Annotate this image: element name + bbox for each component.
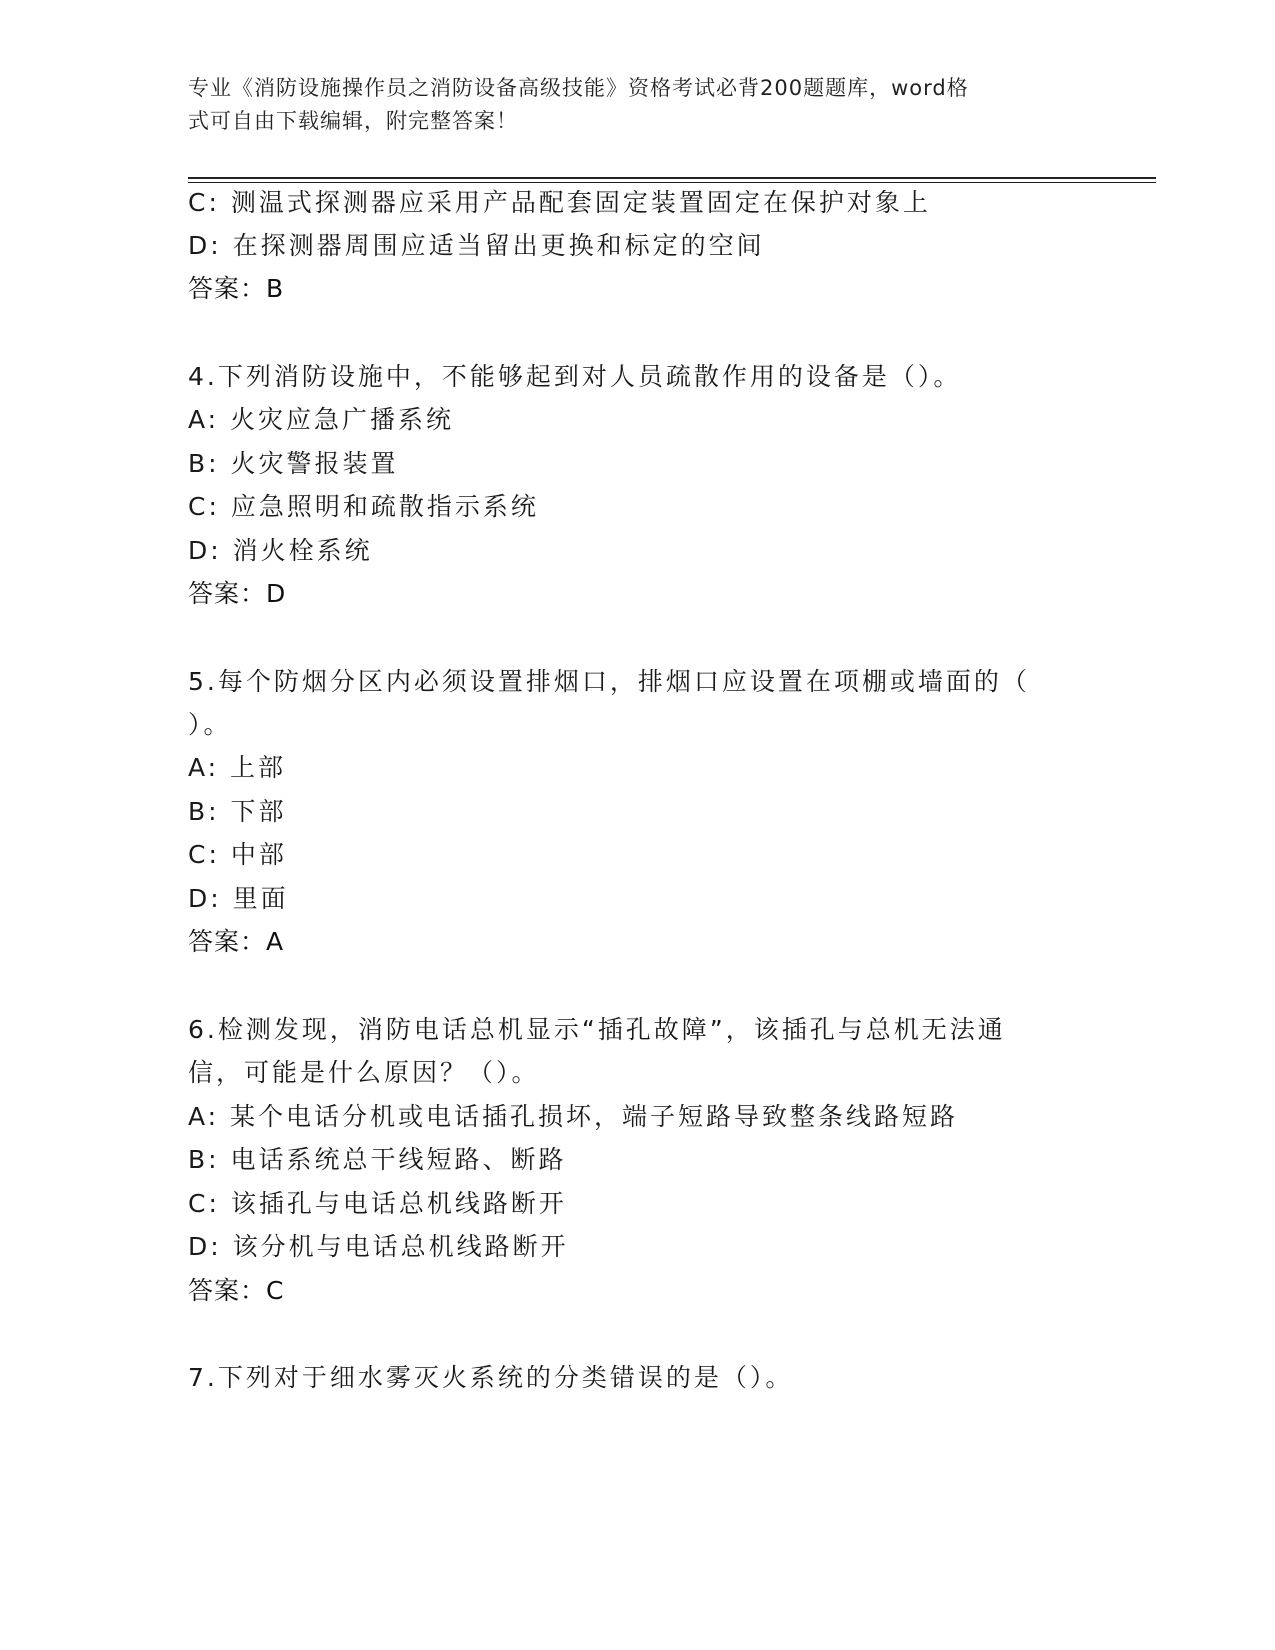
q6-stem-line-2: 信，可能是什么原因？（）。 bbox=[188, 1058, 540, 1087]
header-line-2: 式可自由下载编辑，附完整答案！ bbox=[188, 109, 518, 133]
q4-answer: 答案：D bbox=[188, 579, 287, 608]
document-header bbox=[188, 72, 1068, 138]
q5-option-d: D: 里面 bbox=[188, 884, 289, 913]
q5-stem-line-1: 5.每个防烟分区内必须设置排烟口，排烟口应设置在项棚或墙面的（ bbox=[188, 667, 1030, 696]
header-divider-thin bbox=[188, 182, 1156, 183]
q4-option-a: A: 火灾应急广播系统 bbox=[188, 405, 455, 434]
q5-option-a: A: 上部 bbox=[188, 753, 287, 782]
q5-option-c: C: 中部 bbox=[188, 840, 287, 869]
header-line-1: 专业《消防设施操作员之消防设备高级技能》资格考试必背200题题库，word格 bbox=[188, 76, 969, 100]
q6-stem-line-1: 6.检测发现，消防电话总机显示“插孔故障”，该插孔与总机无法通 bbox=[188, 1015, 1006, 1044]
q6-option-a: A: 某个电话分机或电话插孔损坏，端子短路导致整条线路短路 bbox=[188, 1102, 959, 1131]
q7-stem: 7.下列对于细水雾灭火系统的分类错误的是（）。 bbox=[188, 1363, 794, 1392]
q4-option-b: B: 火灾警报装置 bbox=[188, 449, 399, 478]
q5-option-b: B: 下部 bbox=[188, 797, 287, 826]
q3-option-c: C: 测温式探测器应采用产品配套固定装置固定在保护对象上 bbox=[188, 188, 931, 217]
q6-answer: 答案：C bbox=[188, 1276, 285, 1305]
q6-option-d: D: 该分机与电话总机线路断开 bbox=[188, 1232, 569, 1261]
q5-answer: 答案：A bbox=[188, 927, 285, 956]
q3-option-d: D: 在探测器周围应适当留出更换和标定的空间 bbox=[188, 231, 765, 260]
q4-option-d: D: 消火栓系统 bbox=[188, 536, 373, 565]
q3-answer: 答案：B bbox=[188, 274, 285, 303]
q6-option-c: C: 该插孔与电话总机线路断开 bbox=[188, 1189, 567, 1218]
q4-stem: 4.下列消防设施中，不能够起到对人员疏散作用的设备是（）。 bbox=[188, 362, 962, 391]
q6-option-b: B: 电话系统总干线短路、断路 bbox=[188, 1145, 567, 1174]
q5-stem-line-2: ）。 bbox=[188, 710, 232, 739]
q4-option-c: C: 应急照明和疏散指示系统 bbox=[188, 492, 539, 521]
header-divider-thick bbox=[188, 177, 1156, 179]
